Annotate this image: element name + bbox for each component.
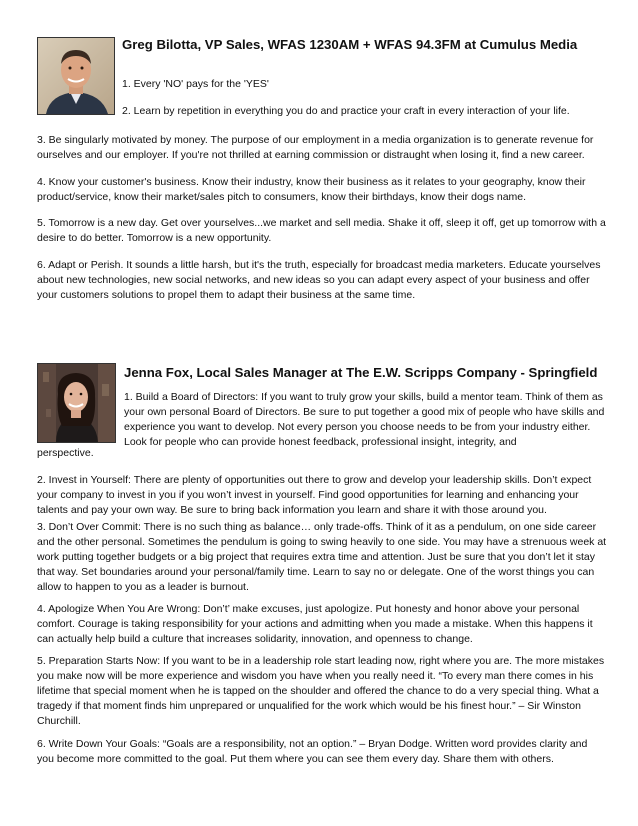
- portrait-image: [38, 38, 114, 114]
- list-item: 3. Be singularly motivated by money. The purpose of our employment in a media organization is to generate revenue for ourselves and our employer. If you're not thrilled at earning commission or distraught when losing it, find a new career.: [37, 134, 594, 161]
- jenna-fox-photo: [37, 363, 116, 443]
- portrait-image: [38, 364, 115, 442]
- section-heading-greg: Greg Bilotta, VP Sales, WFAS 1230AM + WFAS 94.3FM at Cumulus Media: [122, 37, 578, 52]
- section-heading-jenna: Jenna Fox, Local Sales Manager at The E.W. Scripps Company - Springfield: [124, 365, 598, 380]
- list-item: 6. Adapt or Perish. It sounds a little harsh, but it's the truth, especially for broadcast media marketers. Educate yourselves about new technologies, new social networks, and new ideas so you can adapt every aspect of your business and offer your customers solutions to propel them to adapt their business at the same time.: [37, 259, 601, 301]
- list-item: 1. Every 'NO' pays for the 'YES': [122, 78, 269, 90]
- list-item: 6. Write Down Your Goals: “Goals are a responsibility, not an option.” – Bryan Dodge. Written word provides clarity and you become more committed to the goal. Put them where you can see them every day. Share them with others.: [37, 738, 588, 765]
- list-item: 2. Invest in Yourself: There are plenty of opportunities out there to grow and develop your leadership skills. Don’t expect your company to invest in you if you won’t invest in yourself. Find good opportunities for learning and enhancing your talents and pay your own way. Be sure to bring back information you learn and share it with those around you.: [37, 474, 592, 516]
- list-item: 4. Know your customer's business. Know their industry, know their business as it relates to your geography, know their product/service, know their market/sales pitch to consumers, know their birthdays, know their dogs name.: [37, 176, 586, 203]
- list-item: 5. Tomorrow is a new day. Get over yourselves...we market and sell media. Shake it off, sleep it off, get up tomorrow with a desire to do better. Tomorrow is a new opportunity.: [37, 217, 606, 244]
- list-item: 5. Preparation Starts Now: If you want to be in a leadership role start leading now, right where you are. The more mistakes you make now will be more experience and wisdom you have when you really need it. “To every man there comes in his lifetime that special moment when he is tapped on the shoulder and offered the chance to do a very special thing. What a tragedy if that moment finds him unprepared or unqualified for the work which would be his finest hour.” – Sir Winston Churchill.: [37, 655, 605, 727]
- list-item: 1. Build a Board of Directors: If you want to truly grow your skills, build a mentor team. Think of them as your own personal Board of Directors. Be sure to put together a good mix of people who have skills and experience you want to develop. Not every person you choose needs to be from your industry either. Look for people who can provide honest feedback, professional insight, integrity, and: [124, 391, 605, 448]
- list-item: 2. Learn by repetition in everything you do and practice your craft in every interaction of your life.: [122, 105, 570, 117]
- list-item: perspective.: [37, 447, 94, 459]
- list-item: 4. Apologize When You Are Wrong: Don’t’ make excuses, just apologize. Put honesty and honor above your personal comfort. Courage is taking responsibility for your actions and admitting when you made a mistake. When this happens it can actually help build a culture that increases solidarity, innovation, and openness to change.: [37, 603, 593, 645]
- list-item: 3. Don’t Over Commit: There is no such thing as balance… only trade-offs. Think of it as a pendulum, on one side career and the other personal. Sometimes the pendulum is going to swing heavily to one side. You may have a strenuous week at work putting together budgets or a big project that requires extra time and attention. Just be sure that you don’t let it stay that way. Set boundaries around your personal/family time. Learn to say no or delegate. One of the worst things you can allow to happen to you as a leader is burnout.: [37, 521, 607, 593]
- greg-bilotta-photo: [37, 37, 115, 115]
